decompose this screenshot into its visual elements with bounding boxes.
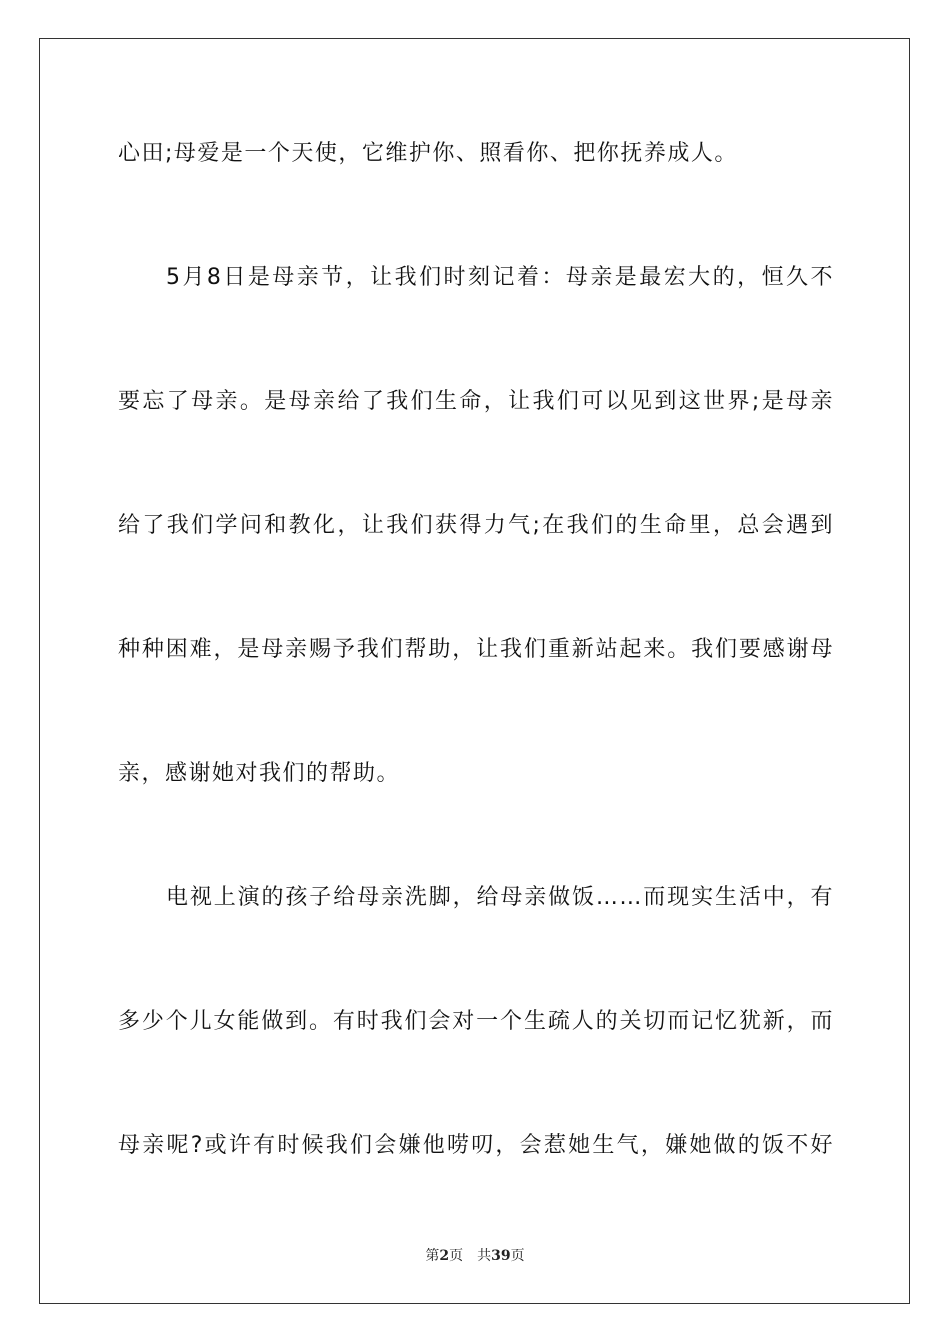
text-line-9: 母亲呢?或许有时候我们会嫌他唠叨，会惹她生气，嫌她做的饭不好 [118, 1133, 834, 1158]
text-line-4: 给了我们学问和教化，让我们获得力气;在我们的生命里，总会遇到 [118, 513, 834, 538]
text-line-2: 5月8日是母亲节，让我们时刻记着：母亲是最宏大的，恒久不 [166, 265, 834, 290]
text-line-6: 亲，感谢她对我们的帮助。 [118, 761, 401, 786]
page-prefix: 第 [425, 1248, 440, 1264]
text-line-7: 电视上演的孩子给母亲洗脚，给母亲做饭……而现实生活中，有 [166, 885, 834, 910]
page-footer [0, 1246, 950, 1266]
text-line-5: 种种困难，是母亲赐予我们帮助，让我们重新站起来。我们要感谢母 [118, 637, 834, 662]
page-suffix: 页 [449, 1248, 464, 1264]
total-suffix: 页 [510, 1248, 525, 1264]
text-line-1: 心田;母爱是一个天使，它维护你、照看你、把你抚养成人。 [118, 141, 738, 166]
page-border [39, 38, 910, 1304]
text-line-8: 多少个儿女能做到。有时我们会对一个生疏人的关切而记忆犹新，而 [118, 1009, 834, 1034]
total-pages: 39 [491, 1248, 511, 1264]
text-line-3: 要忘了母亲。是母亲给了我们生命，让我们可以见到这世界;是母亲 [118, 389, 834, 414]
page-number: 2 [439, 1248, 450, 1264]
total-prefix: 共 [477, 1248, 492, 1264]
